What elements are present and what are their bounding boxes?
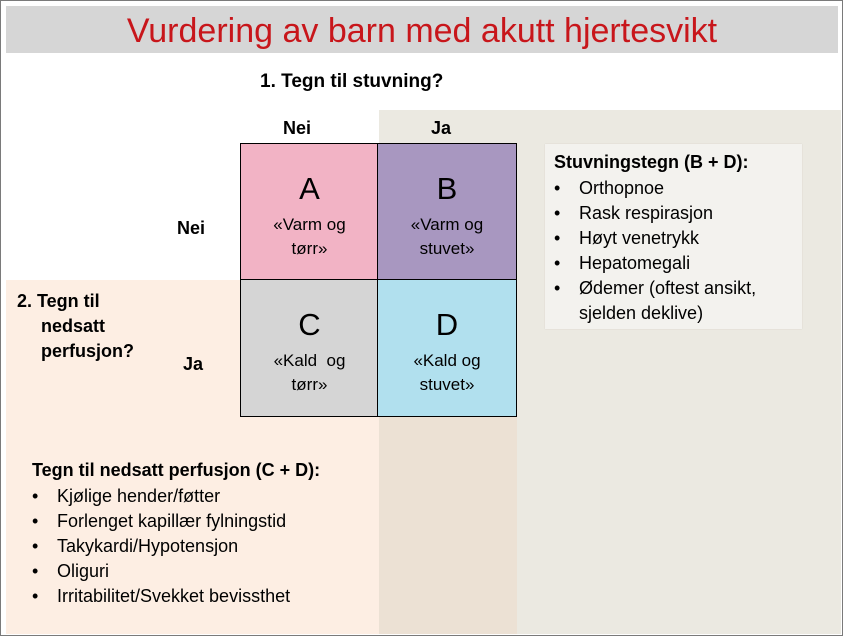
cell-b-line-2: stuvet» [419, 239, 475, 258]
column-header-ja: Ja [431, 118, 452, 138]
cell-d-letter: D [435, 307, 459, 342]
perfusion-signs-box [32, 458, 377, 609]
perfusion-sign-item: • Oliguri [32, 559, 377, 584]
congestion-signs-box [545, 144, 802, 329]
congestion-sign-continuation-text: sjelden deklive) [579, 303, 704, 323]
question-congestion: 1. Tegn til stuvning? [260, 71, 444, 92]
cell-d-line-1: «Kald og [413, 351, 481, 370]
cell-b-line-1: «Varm og [410, 215, 484, 234]
congestion-sign-item: • Hepatomegali [554, 251, 756, 276]
cell-b-description [378, 213, 516, 261]
perfusion-signs-title: Tegn til nedsatt perfusjon (C + D): [32, 460, 321, 480]
congestion-sign-item: • Høyt venetrykk [554, 226, 756, 251]
cell-d-description [378, 349, 516, 397]
cell-b-letter: B [436, 171, 458, 206]
perfusion-signs-list [32, 484, 377, 609]
perfusion-sign-item: • Irritabilitet/Svekket bevissthet [32, 584, 377, 609]
column-header-nei: Nei [283, 118, 312, 138]
congestion-signs-list [554, 176, 756, 326]
cell-c-cold-dry [240, 279, 379, 417]
question-perfusion-line-1: 2. Tegn til [17, 291, 100, 311]
cell-c-letter: C [298, 307, 321, 342]
cell-a-description [241, 213, 378, 261]
congestion-sign-item: • Ødemer (oftest ansikt, [554, 276, 756, 301]
congestion-sign-item-continuation [554, 301, 756, 326]
cell-c-description [241, 349, 378, 397]
row-header-nei: Nei [177, 218, 206, 238]
title-bar [6, 6, 838, 53]
question-perfusion [17, 289, 134, 364]
cell-a-line-2: tørr» [291, 239, 328, 258]
cell-c-line-1: «Kald og [273, 351, 346, 370]
cell-b-warm-congested [377, 143, 517, 281]
cell-d-cold-congested [377, 279, 517, 417]
perfusion-sign-item: • Forlenget kapillær fylningstid [32, 509, 377, 534]
congestion-signs-title: Stuvningstegn (B + D): [554, 152, 749, 172]
cell-a-warm-dry [240, 143, 379, 281]
cell-a-line-1: «Varm og [273, 215, 346, 234]
congestion-sign-item: • Orthopnoe [554, 176, 756, 201]
cell-a-letter: A [299, 171, 320, 206]
perfusion-sign-item: • Takykardi/Hypotensjon [32, 534, 377, 559]
cell-c-line-2: tørr» [291, 375, 328, 394]
congestion-sign-item: • Rask respirasjon [554, 201, 756, 226]
perfusion-sign-item: • Kjølige hender/føtter [32, 484, 377, 509]
row-header-ja: Ja [183, 354, 204, 374]
question-perfusion-line-2: nedsatt [41, 316, 106, 336]
cell-d-line-2: stuvet» [419, 375, 475, 394]
question-perfusion-line-3: perfusjon? [41, 341, 134, 361]
slide-title: Vurdering av barn med akutt hjertesvikt [126, 12, 718, 50]
